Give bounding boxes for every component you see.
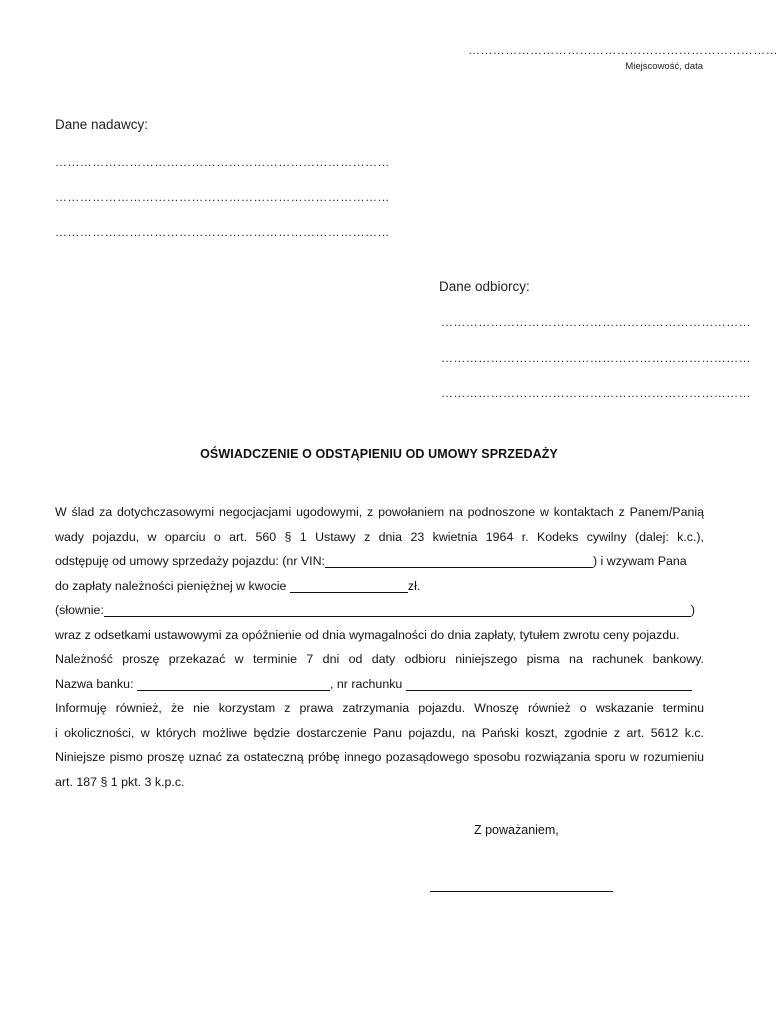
recipient-line: ………………………………………………………………… <box>441 351 751 365</box>
body-line: W ślad za dotychczasowymi negocjacjami ugodowymi, z powołaniem na podnoszone w kontaktach z Panem/Panią <box>55 505 704 519</box>
currency-text: zł. <box>407 578 421 593</box>
sender-label: Dane nadawcy: <box>55 117 149 132</box>
body-line: art. 187 § 1 pkt. 3 k.p.c. <box>55 774 185 789</box>
recipient-label: Dane odbiorcy: <box>439 279 530 294</box>
body-line: i okoliczności, w których możliwe będzie dostarczenie Panu pojazdu, na Pański koszt, zgodnie z art. 5612 k.c. <box>55 725 704 740</box>
amount-blank <box>290 578 408 593</box>
sender-line: ……………………………………………………………………… <box>55 225 390 239</box>
closing-text: Z poważaniem, <box>474 823 559 837</box>
account-blank <box>406 676 692 691</box>
letter-body <box>55 500 704 794</box>
in-words-blank <box>104 602 691 617</box>
place-date-field: ………………………………………………………………… <box>468 43 778 57</box>
recipient-line: ………………………………………………………………… <box>441 386 751 400</box>
amount-text: do zapłaty należności pieniężnej w kwocie <box>55 578 287 593</box>
vin-text: odstępuję od umowy sprzedaży pojazdu: (nr VIN: <box>55 554 325 568</box>
vin-text-end: ) i wzywam Pana <box>592 554 687 568</box>
body-line: wady pojazdu, w oparciu o art. 560 § 1 Ustawy z dnia 23 kwietnia 1964 r. Kodeks cywilny (dalej: k.c.), <box>55 529 704 544</box>
body-line <box>55 598 704 623</box>
body-line <box>55 549 704 574</box>
signature-line <box>430 891 613 892</box>
place-date-label: Miejscowość, data <box>625 61 703 72</box>
body-line <box>55 574 704 599</box>
sender-line: ……………………………………………………………………… <box>55 190 390 204</box>
bank-name-blank <box>137 676 330 691</box>
in-words-text: (słownie: <box>55 603 104 617</box>
bank-name-text: Nazwa banku: <box>55 676 134 691</box>
body-line <box>55 672 704 697</box>
body-line: Informuję również, że nie korzystam z prawa zatrzymania pojazdu. Wnoszę również o wskazanie terminu <box>55 701 704 715</box>
vin-blank <box>325 553 593 568</box>
document-title: OŚWIADCZENIE O ODSTĄPIENIU OD UMOWY SPRZEDAŻY <box>200 447 558 461</box>
in-words-end: ) <box>690 603 696 617</box>
body-line: Należność proszę przekazać w terminie 7 dni od daty odbioru niniejszego pisma na rachunek bankowy. <box>55 652 704 666</box>
body-line: wraz z odsetkami ustawowymi za opóźnienie od dnia wymagalności do dnia zapłaty, tytułem zwrotu ceny pojazdu. <box>55 627 680 642</box>
account-text: , nr rachunku <box>329 676 403 691</box>
body-line: Niniejsze pismo proszę uznać za ostateczną próbę innego pozasądowego sposobu rozwiązania sporu w rozumieniu <box>55 750 704 764</box>
sender-line: ……………………………………………………………………… <box>55 155 390 169</box>
recipient-line: ………………………………………………………………… <box>441 315 751 329</box>
